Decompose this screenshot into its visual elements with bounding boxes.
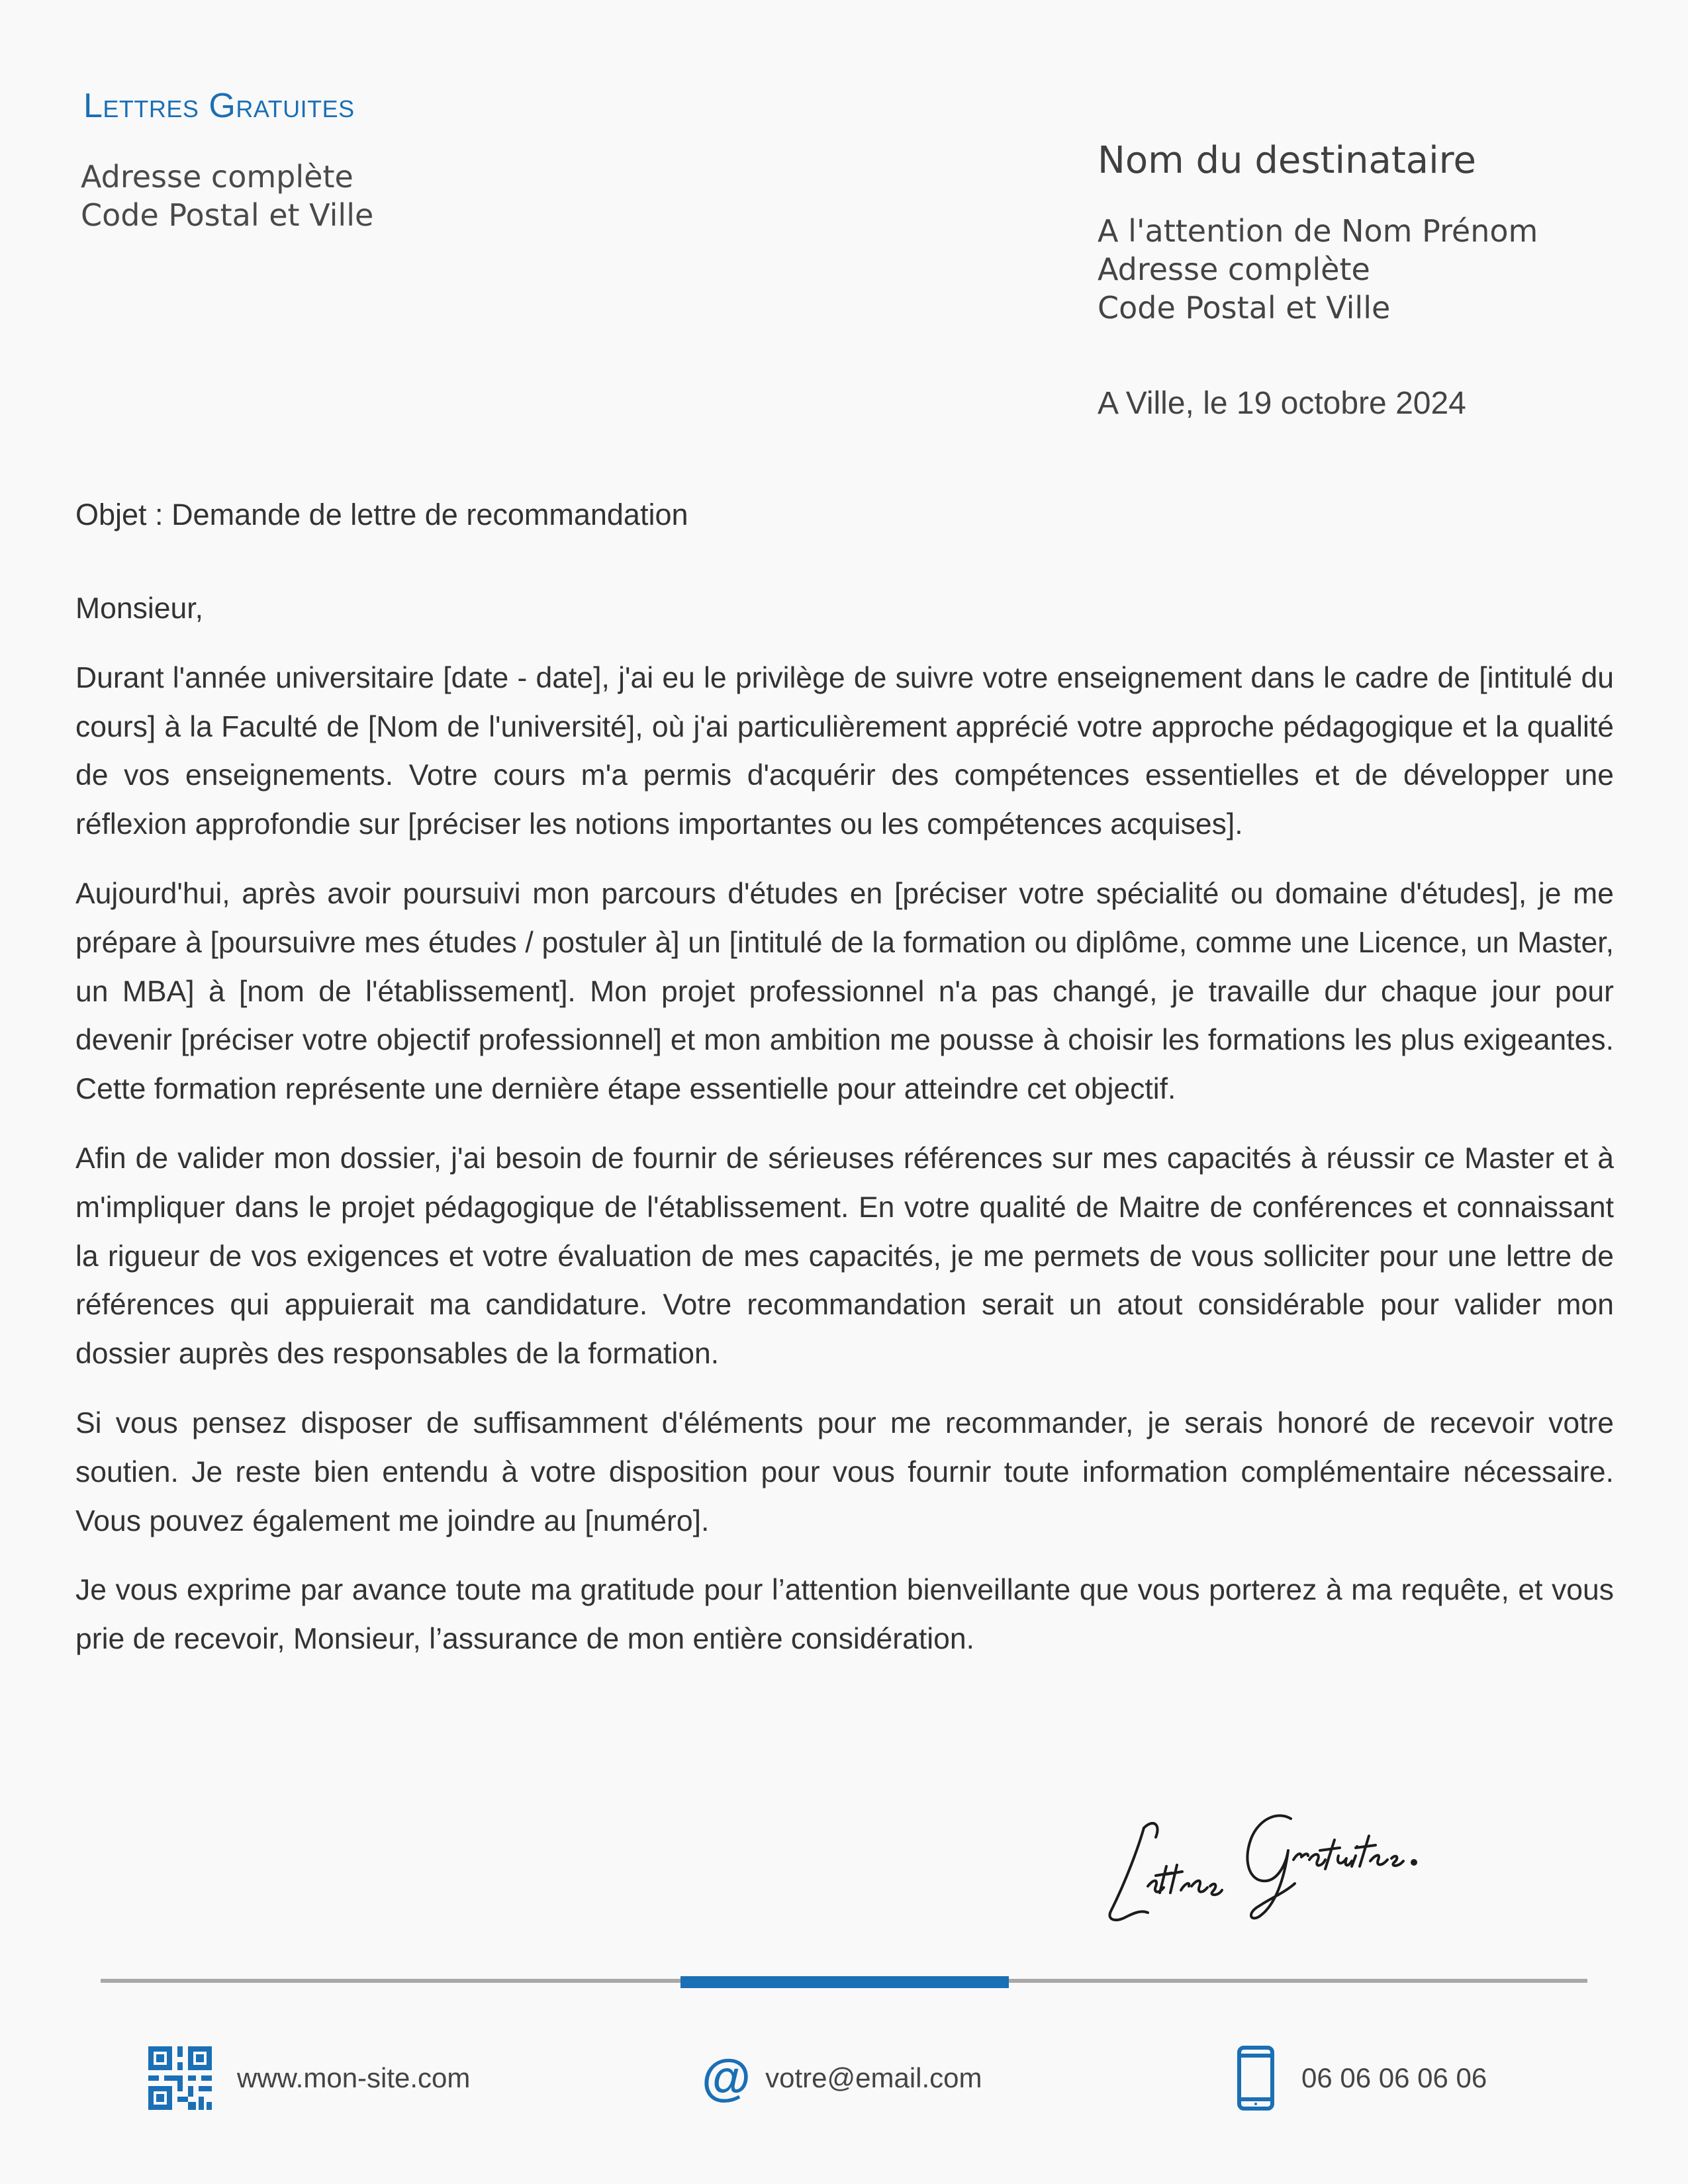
sender-address-line1: Adresse complète bbox=[81, 159, 353, 195]
website-text[interactable]: www.mon-site.com bbox=[237, 2062, 471, 2093]
recipient-address-line1: Adresse complète bbox=[1098, 251, 1370, 287]
paragraph-4: Si vous pensez disposer de suffisamment d'éléments pour me recommander, je serais honoré de recevoir votre soutien. Je reste bien entendu à votre disposition pour vous fournir toute information complémentaire nécessaire. Vous pouvez également me joindre au [numéro]. bbox=[75, 1406, 1614, 1537]
sender-address bbox=[81, 158, 373, 234]
footer-divider-accent bbox=[680, 1976, 1009, 1988]
paragraph-3: Afin de valider mon dossier, j'ai besoin de fournir de sérieuses références sur mes capacités à réussir ce Master et à m'impliquer dans le projet pédagogique de l'établissement. En votre qualité de Maitre de conférences et connaissant la rigueur de vos exigences et votre évaluation de mes capacités, je me permets de vous solliciter pour une lettre de références qui appuierait ma candidature. Votre recommandation serait un atout considérable pour valider mon dossier auprès des responsables de la formation. bbox=[75, 1142, 1614, 1371]
sender-address-line2: Code Postal et Ville bbox=[81, 197, 374, 233]
footer-email bbox=[702, 2045, 982, 2111]
letter-body bbox=[75, 584, 1614, 1684]
date-line: A Ville, le 19 octobre 2024 bbox=[1098, 386, 1466, 421]
qr-code-icon bbox=[148, 2046, 212, 2110]
paragraph-1: Durant l'année universitaire [date - date], j'ai eu le privilège de suivre votre enseignement dans le cadre de [intitulé du cours] à la Faculté de [Nom de l'université], où j'ai particulièrement apprécié votre approche pédagogique et la qualité de vos enseignements. Votre cours m'a permis d'acquérir des compétences essentielles et de développer une réflexion approfondie sur [préciser les notions importantes ou les compétences acquises]. bbox=[75, 661, 1614, 841]
subject-line: Objet : Demande de lettre de recommandation bbox=[75, 498, 688, 531]
recipient-address-line2: Code Postal et Ville bbox=[1098, 290, 1391, 326]
recipient-name: Nom du destinataire bbox=[1098, 139, 1476, 182]
sender-name: Lettres Gratuites bbox=[83, 87, 355, 125]
signature bbox=[1092, 1787, 1450, 1933]
recipient-attention: A l'attention de Nom Prénom bbox=[1098, 213, 1538, 249]
phone-text: 06 06 06 06 06 bbox=[1301, 2062, 1487, 2093]
salutation: Monsieur, bbox=[75, 592, 203, 625]
phone-icon bbox=[1237, 2045, 1275, 2111]
footer-website bbox=[148, 2045, 470, 2111]
recipient-address bbox=[1098, 212, 1627, 327]
email-text[interactable]: votre@email.com bbox=[765, 2062, 982, 2093]
footer-phone bbox=[1237, 2045, 1487, 2111]
at-sign-icon: @ bbox=[702, 2050, 751, 2106]
paragraph-2: Aujourd'hui, après avoir poursuivi mon parcours d'études en [préciser votre spécialité ou domaine d'études], je me prépare à [poursuivre mes études / postuler à] un [intitulé de la formation ou diplôme, comme une Licence, un Master, un MBA] à [nom de l'établissement]. Mon projet professionnel n'a pas changé, je travaille dur chaque jour pour devenir [préciser votre objectif professionnel] et mon ambition me pousse à choisir les formations les plus exigeantes. Cette formation représente une dernière étape essentielle pour atteindre cet objectif. bbox=[75, 877, 1614, 1106]
paragraph-5: Je vous exprime par avance toute ma gratitude pour l’attention bienveillante que vous porterez à ma requête, et vous prie de recevoir, Monsieur, l’assurance de mon entière considération. bbox=[75, 1574, 1614, 1656]
recipient-block bbox=[1098, 138, 1627, 327]
